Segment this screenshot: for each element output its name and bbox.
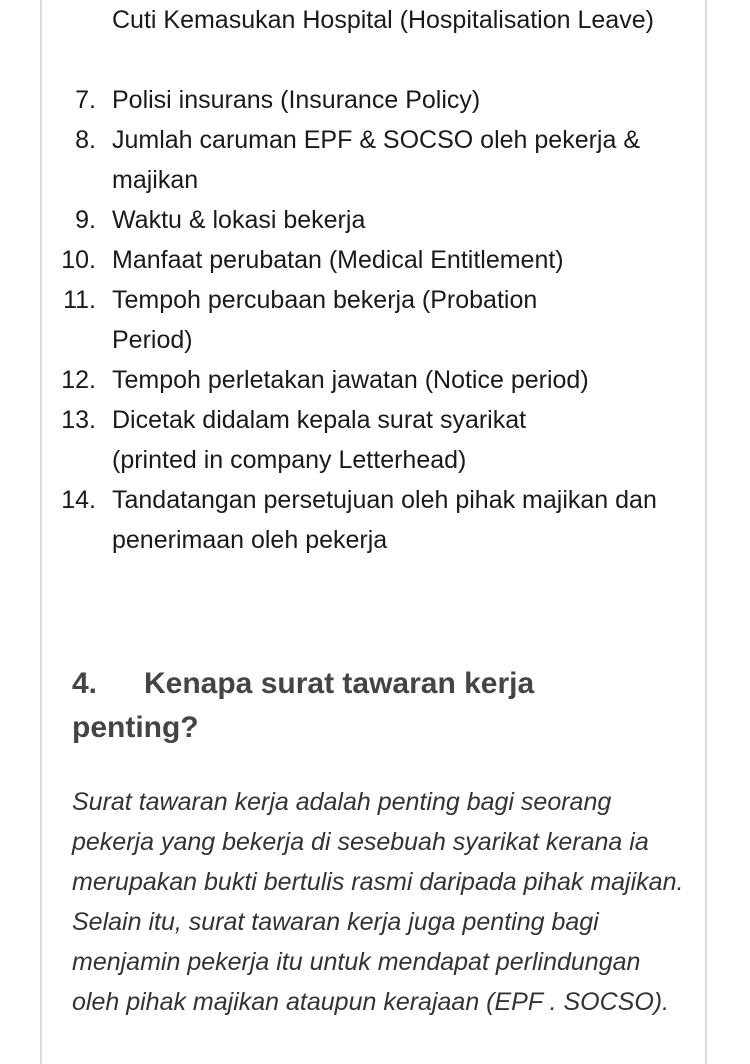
list-item xyxy=(0,240,750,280)
requirements-list xyxy=(0,80,750,560)
list-item-number: 7. xyxy=(75,86,96,114)
list-item xyxy=(0,80,750,120)
list-item-text: Tempoh perletakan jawatan (Notice period) xyxy=(112,366,589,394)
list-item-text: Tandatangan persetujuan oleh pihak majikan dan penerimaan oleh pekerja xyxy=(112,486,657,554)
list-item-text: Polisi insurans (Insurance Policy) xyxy=(112,86,481,114)
list-item xyxy=(0,120,750,200)
section-paragraph: Surat tawaran kerja adalah penting bagi seorang pekerja yang bekerja di sesebuah syarikat kerana ia merupakan bukti bertulis rasmi daripada pihak majikan. Selain itu, surat tawaran kerja juga penting bagi menjamin pekerja itu untuk mendapat perlindungan oleh pihak majikan ataupun kerajaan (EPF . SOCSO). xyxy=(72,788,684,1016)
list-item xyxy=(0,360,750,400)
list-item-text: Waktu & lokasi bekerja xyxy=(112,206,366,234)
list-item xyxy=(0,280,750,360)
section-heading xyxy=(72,662,632,750)
list-item-number: 10. xyxy=(61,246,96,274)
section-number: 4. xyxy=(72,667,98,700)
list-item-number: 14. xyxy=(61,486,96,514)
list-item-text: Manfaat perubatan (Medical Entitlement) xyxy=(112,246,564,274)
list-item-number: 13. xyxy=(61,406,96,434)
list-item-text: Tempoh percubaan bekerja (Probation Period) xyxy=(112,286,538,354)
list-item xyxy=(0,200,750,240)
list-item-number: 12. xyxy=(61,366,96,394)
list-item-continuation: Cuti Kemasukan Hospital (Hospitalisation Leave) xyxy=(112,6,654,34)
list-item-number: 9. xyxy=(75,206,96,234)
section-title: Kenapa surat tawaran kerja penting? xyxy=(72,667,535,744)
list-item xyxy=(0,400,750,480)
list-item-number: 8. xyxy=(75,126,96,154)
list-item-text: Jumlah caruman EPF & SOCSO oleh pekerja & majikan xyxy=(112,126,641,194)
list-item-text: Dicetak didalam kepala surat syarikat (printed in company Letterhead) xyxy=(112,406,527,474)
list-item xyxy=(0,480,750,560)
list-item-number: 11. xyxy=(63,286,96,314)
